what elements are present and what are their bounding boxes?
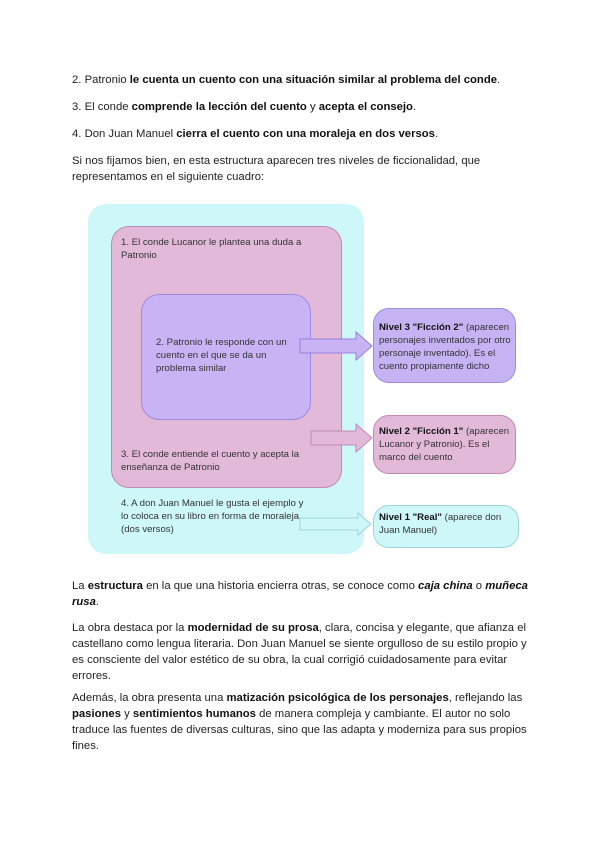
nivel-1-box [373,505,519,548]
nivel-3-description: (aparecen personajes inventados por otro personaje inventado). Es el cuento propiamente dicho [379,322,511,372]
nivel-3-box [373,308,516,383]
item-number: 3. [72,101,85,113]
item-text: El conde [84,101,132,113]
text-span: en la que una historia encierra otras, se conoce como [142,580,419,592]
lead-paragraph: Si nos fijamos bien, en esta estructura aparecen tres niveles de ficcionalidad, que representamos en el siguiente cuadro: [72,155,481,183]
item-bold-text: acepta el consejo [318,101,413,113]
item-2 [72,72,532,88]
paragraph-modernidad [72,620,532,684]
nivel-3-title: Nivel 3 "Ficción 2" [379,322,464,333]
nivel-1-description: (aparece don Juan Manuel) [379,512,502,536]
lavender-box-nivel-3 [141,294,311,420]
item-bold-text: comprende la lección del cuento [131,101,307,113]
text-span: y [120,708,133,720]
item-text: y [306,101,319,113]
text-span: Además, la obra presenta una [72,692,227,704]
text-span: o [472,580,486,592]
text-span: de manera compleja y cambiante. El autor no solo traduce las fuentes de diversas culturas, sino que las adapta y moderniza para sus propios fines. [72,708,527,752]
nivel-2-title: Nivel 2 "Ficción 1" [379,426,464,437]
text-span: , reflejando las [448,692,523,704]
outer-text: 4. A don Juan Manuel le gusta el ejemplo y lo coloca en su libro en forma de moraleja (dos versos) [121,498,304,535]
item-text: Patronio [84,74,130,86]
paragraph-matizacion [72,690,532,754]
nivel-2-description: (aparecen Lucanor y Patronio). Es el marco del cuento [379,426,510,463]
item-bold-text: cierra el cuento con una moraleja en dos versos [176,128,435,140]
item-text: Don Juan Manuel [84,128,177,140]
item-4 [72,126,532,142]
item-3 [72,99,532,115]
bold-italic-text: muñeca rusa [72,580,528,608]
item-number: 4. [72,128,85,140]
nivel-1-title: Nivel 1 "Real" [379,512,442,523]
text-span: La obra destaca por la [72,622,188,634]
item-text: . [434,128,439,140]
pink-top-text: 1. El conde Lucanor le plantea una duda a Patronio [121,237,302,261]
bold-text: estructura [87,580,143,592]
bold-text: matización psicológica de los personajes [226,692,449,704]
item-text: . [497,74,501,86]
item-number: 2. [72,74,85,86]
pink-bottom-text: 3. El conde entiende el cuento y acepta la enseñanza de Patronio [121,449,300,473]
bold-text: modernidad de su prosa [187,622,319,634]
bold-text: pasiones [72,708,121,720]
item-text: . [412,101,417,113]
text-span: , clara, concisa y elegante, que afianza el castellano como lengua literaria. Don Juan Manuel se siente orgulloso de su estilo propio y es consciente del valor estético de su obra, la cual corrigió cuidadosamente para evitar errores. [72,622,527,682]
bold-text: sentimientos humanos [132,708,256,720]
text-span: . [95,596,100,608]
bold-italic-text: caja china [418,580,473,592]
lavender-text: 2. Patronio le responde con un cuento en el que se da un problema similar [156,337,287,374]
item-bold-text: le cuenta un cuento con una situación similar al problema del conde [129,74,498,86]
nivel-2-box [373,415,516,474]
text-span: La [72,580,88,592]
paragraph-estructura [72,578,532,610]
